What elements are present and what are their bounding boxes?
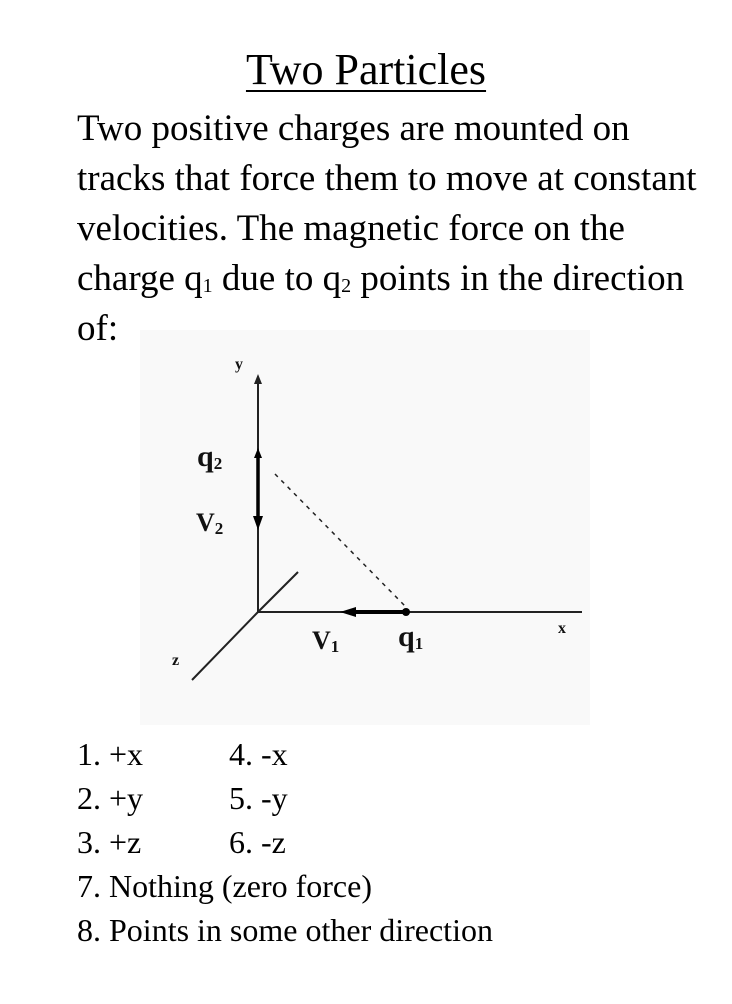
choice-6[interactable]: 6. -z xyxy=(229,824,286,860)
choice-row xyxy=(77,776,697,820)
page-title: Two Particles xyxy=(245,45,487,94)
choice-2[interactable]: 2. +y xyxy=(77,780,144,816)
q1-dot xyxy=(402,608,410,616)
v1-arrowhead xyxy=(340,607,356,617)
choice-1[interactable]: 1. +x xyxy=(77,736,144,772)
v2-label xyxy=(196,508,223,538)
question-part-1: Two positive charges are mounted on tracks that force them to move at constant velocities. The magnetic force on the charge q xyxy=(77,108,697,299)
question-part-3: points in the direction of: xyxy=(77,258,685,349)
v2-arrowhead xyxy=(253,516,263,530)
z-axis-back xyxy=(258,572,298,612)
q1-label-base: q xyxy=(398,620,415,653)
y-axis-label: y xyxy=(235,356,243,373)
v1-label xyxy=(312,626,339,656)
answer-choices xyxy=(77,732,697,952)
v1-label-base: V xyxy=(312,626,331,655)
z-axis xyxy=(192,612,258,680)
choice-row xyxy=(77,732,697,776)
x-axis-label: x xyxy=(558,620,566,637)
choice-3[interactable]: 3. +z xyxy=(77,824,142,860)
choice-7[interactable]: 7. Nothing (zero force) xyxy=(77,868,372,904)
choice-5[interactable]: 5. -y xyxy=(229,780,288,816)
choice-8[interactable]: 8. Points in some other direction xyxy=(77,912,493,948)
q1-label-sub: 1 xyxy=(414,634,424,653)
q2-label-sub: 2 xyxy=(213,454,223,473)
y-axis-arrow xyxy=(254,374,262,384)
q2-label-base: q xyxy=(197,440,214,473)
question-sub-1: 1 xyxy=(202,275,213,297)
v1-label-sub: 1 xyxy=(330,637,340,656)
v2-label-base: V xyxy=(196,508,215,537)
q1-label xyxy=(398,620,423,654)
q2-label xyxy=(197,440,222,474)
choice-row xyxy=(77,820,697,864)
question-part-2: due to q xyxy=(212,258,342,299)
q2-marker xyxy=(254,448,262,458)
question-sub-2: 2 xyxy=(341,275,352,297)
z-axis-label: z xyxy=(172,652,180,669)
separation-dashed-line xyxy=(275,474,405,606)
v2-label-sub: 2 xyxy=(214,519,224,538)
choice-4[interactable]: 4. -x xyxy=(229,736,288,772)
